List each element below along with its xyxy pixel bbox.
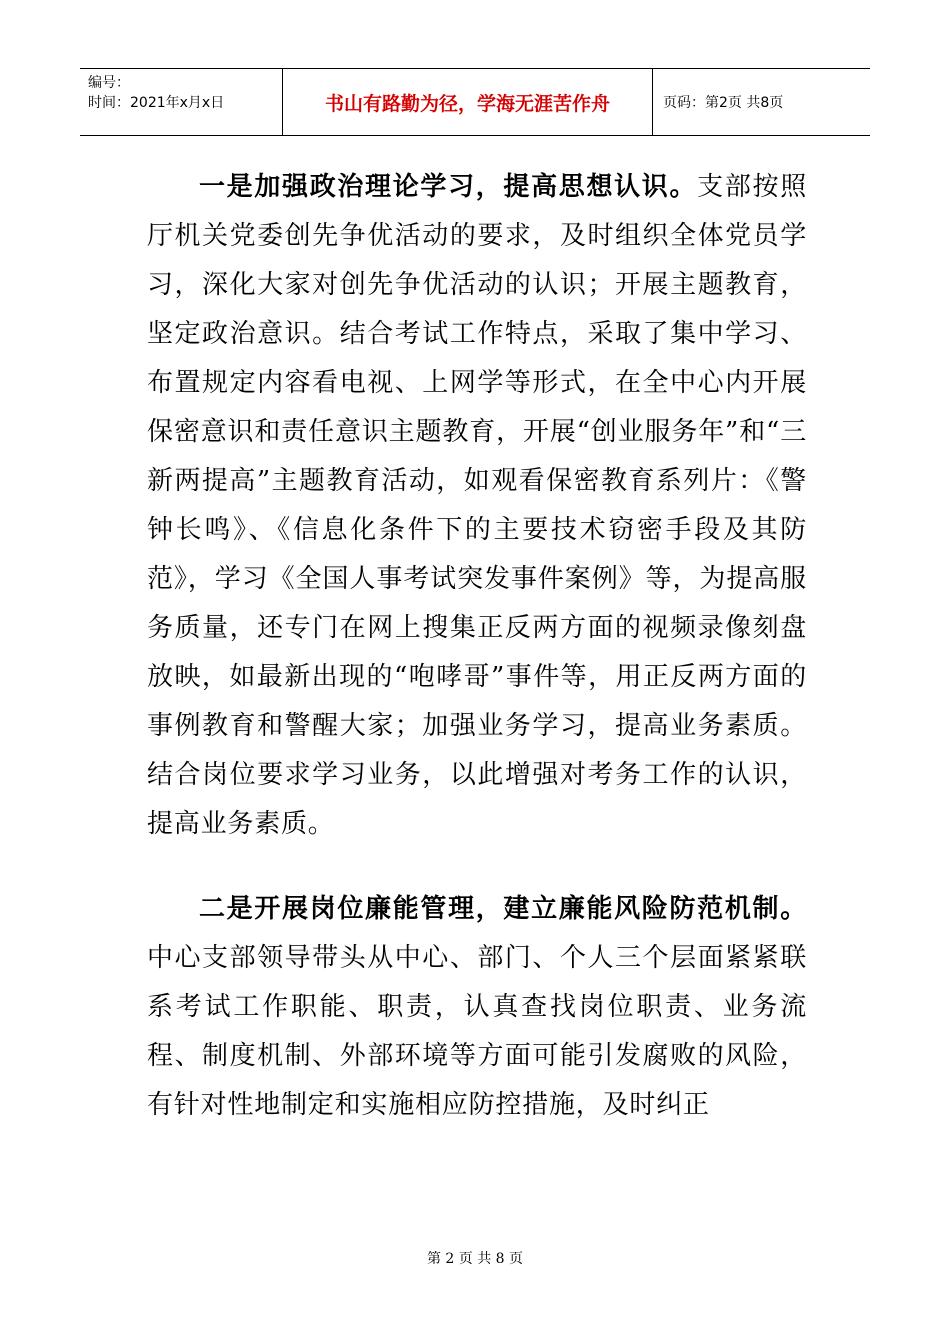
paragraph-1-text: 支部按照厅机关党委创先争优活动的要求，及时组织全体党员学习，深化大家对创先争优活动的认识；开展主题教育，坚定政治意识。结合考试工作特点，采取了集中学习、布置规定内容看电视、上网学等形式，在全中心内开展保密意识和责任意识主题教育，开展“创业服务年”和“三新两提高”主题教育活动，如观看保密教育系列片：《警钟长鸣》、《信息化条件下的主要技术窃密手段及其防范》，学习《全国人事考试突发事件案例》等，为提高服务质量，还专门在网上搜集正反两方面的视频录像刻盘放映，如最新出现的“咆哮哥”事件等，用正反两方面的事例教育和警醒大家；加强业务学习，提高业务素质。结合岗位要求学习业务，以此增强对考务工作的认识，提高业务素质。 xyxy=(147,172,807,839)
paragraph-2-heading: 二是开展岗位廉能管理，建立廉能风险防范机制。 xyxy=(199,894,807,924)
header-motto: 书山有路勤为径，学海无涯苦作舟 xyxy=(283,69,653,135)
header-page-number: 页码：第2页 共8页 xyxy=(663,95,784,111)
page-header xyxy=(80,68,870,136)
paragraph-1-heading: 一是加强政治理论学习，提高思想认识。 xyxy=(199,172,698,202)
header-meta xyxy=(80,69,283,135)
document-number-label: 编号： xyxy=(88,75,130,91)
document-body xyxy=(147,163,807,1130)
paragraph-1 xyxy=(147,163,807,849)
paragraph-2-text: 中心支部领导带头从中心、部门、个人三个层面紧紧联系考试工作职能、职责，认真查找岗位职责、业务流程、制度机制、外部环境等方面可能引发腐败的风险，有针对性地制定和实施相应防控措施，及时纠正 xyxy=(147,943,807,1120)
document-time-label: 时间：2021年x月x日 xyxy=(88,95,225,111)
page-footer: 第 2 页 共 8 页 xyxy=(426,1251,524,1267)
paragraph-2 xyxy=(147,885,807,1130)
